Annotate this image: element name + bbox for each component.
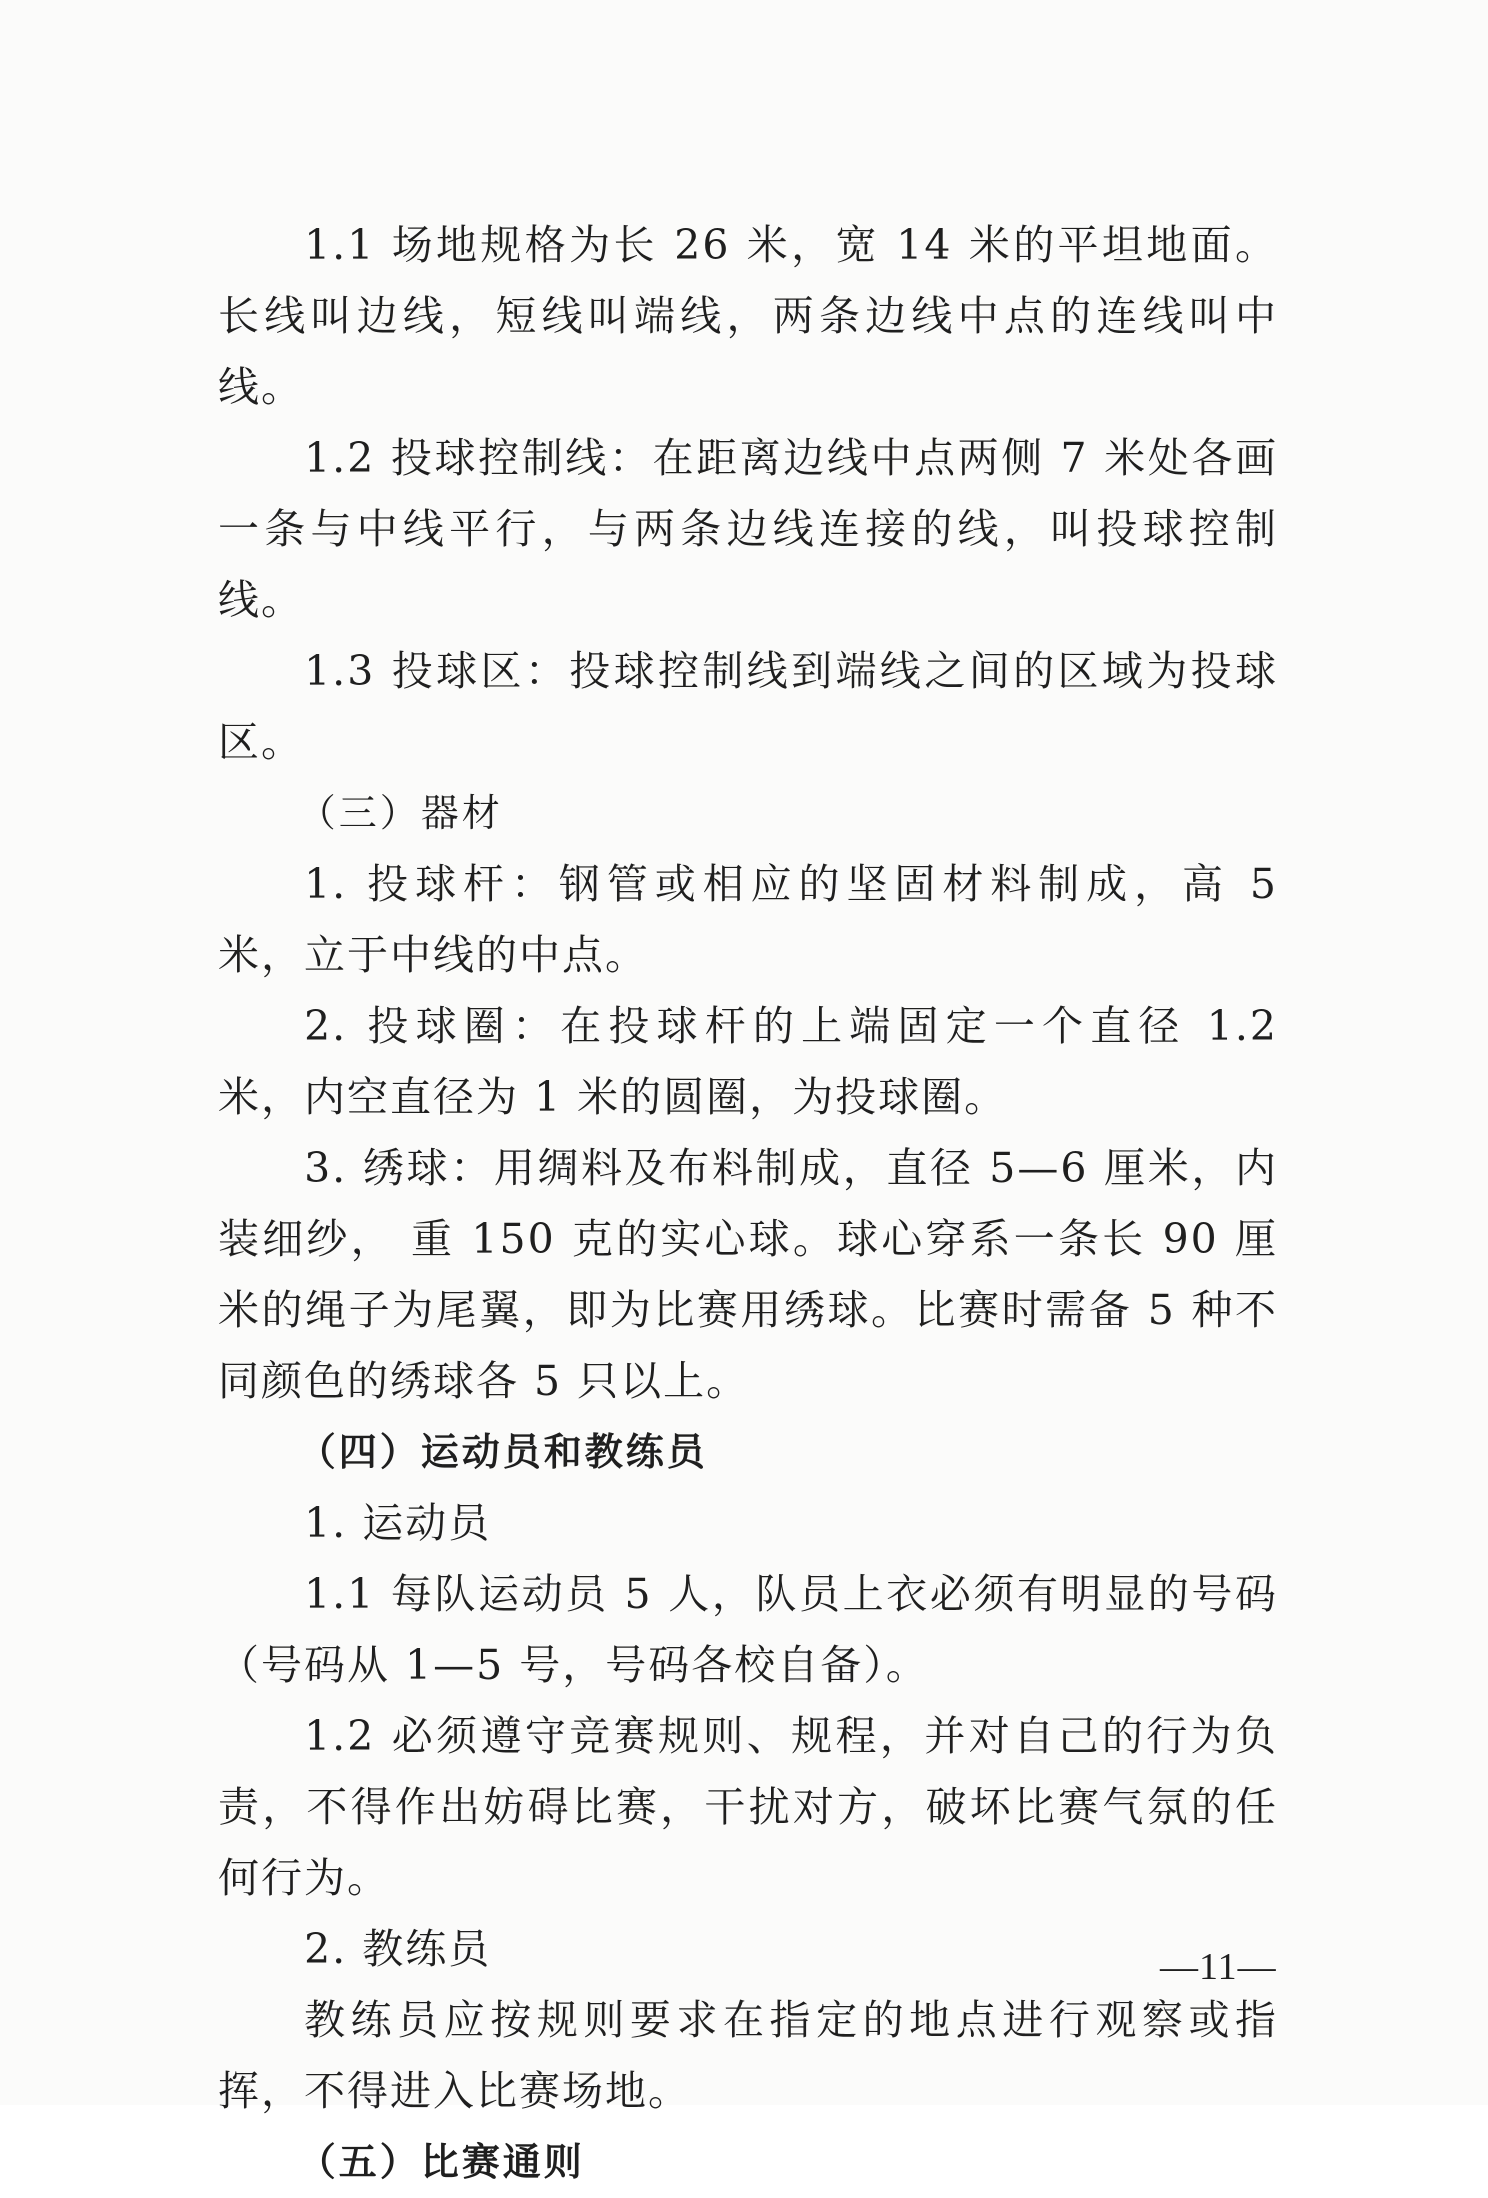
document-body bbox=[218, 210, 1278, 2198]
paragraph-athletes-conduct: 1.2 必须遵守竞赛规则、规程，并对自己的行为负责，不得作出妨碍比赛，干扰对方，破坏比赛气氛的任何行为。 bbox=[218, 1712, 1278, 1902]
paragraph-equipment-ring: 2. 投球圈：在投球杆的上端固定一个直径 1.2 米，内空直径为 1 米的圆圈，为投球圈。 bbox=[218, 1002, 1278, 1121]
paragraph-1-3: 1.3 投球区：投球控制线到端线之间的区域为投球区。 bbox=[218, 647, 1278, 766]
paragraph-1-1: 1.1 场地规格为长 26 米，宽 14 米的平坦地面。长线叫边线，短线叫端线，两条边线中点的连线叫中线。 bbox=[218, 221, 1278, 411]
section-heading-equipment: （三）器材 bbox=[297, 791, 503, 835]
subheading-athletes: 1. 运动员 bbox=[304, 1499, 492, 1547]
paragraph-equipment-ball: 3. 绣球：用绸料及布料制成，直径 5—6 厘米，内装细纱， 重 150 克的实心球。球心穿系一条长 90 厘米的绳子为尾翼，即为比赛用绣球。比赛时需备 5 种不同颜色的绣球各 5 只以上。 bbox=[218, 1144, 1278, 1405]
subheading-coaches: 2. 教练员 bbox=[304, 1925, 492, 1973]
paragraph-equipment-pole: 1. 投球杆：钢管或相应的坚固材料制成，高 5 米，立于中线的中点。 bbox=[218, 860, 1278, 979]
paragraph-1-2: 1.2 投球控制线：在距离边线中点两侧 7 米处各画一条与中线平行，与两条边线连接的线，叫投球控制线。 bbox=[218, 434, 1278, 624]
paragraph-coaches: 教练员应按规则要求在指定的地点进行观察或指挥，不得进入比赛场地。 bbox=[218, 1996, 1278, 2115]
page-number: —11— bbox=[1160, 1946, 1277, 1988]
section-heading-athletes-coaches: （四）运动员和教练员 bbox=[297, 1430, 708, 1474]
section-heading-general-rules: （五）比赛通则 bbox=[297, 2140, 585, 2184]
paragraph-athletes-count: 1.1 每队运动员 5 人，队员上衣必须有明显的号码（号码从 1—5 号，号码各校自备）。 bbox=[218, 1570, 1278, 1689]
